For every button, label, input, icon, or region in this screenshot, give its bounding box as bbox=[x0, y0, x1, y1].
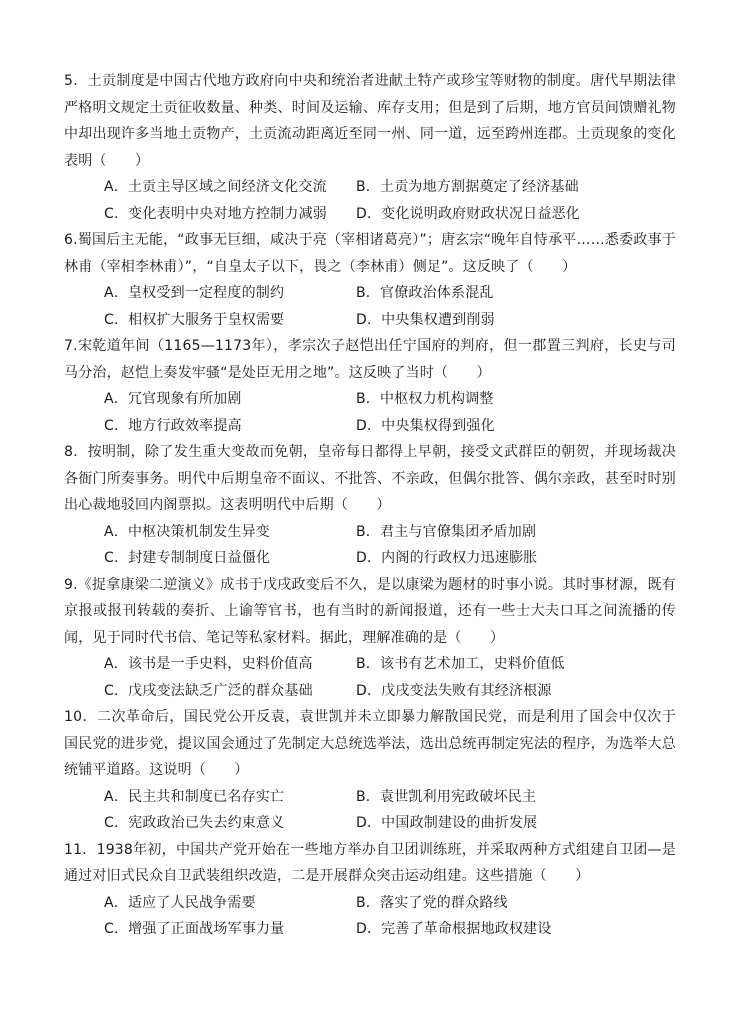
question-5 bbox=[64, 68, 676, 227]
question-stem: 10．二次革命后，国民党公开反袁，袁世凯并未立即暴力解散国民党，而是利用了国会中仅次于国民党的进步党，提议国会通过了先制定大总统选举法，选出总统再制定宪法的程序，为选举大总统铺平道路。这说明（ ） bbox=[64, 709, 676, 778]
option-c[interactable]: C．增强了正面战场军事力量 bbox=[104, 921, 285, 937]
option-list bbox=[64, 174, 676, 227]
question-stem: 6.蜀国后主无能，“政事无巨细，咸决于亮（宰相诸葛亮）”；唐玄宗“晚年自恃承平……悉委政事于林甫（宰相李林甫）”，“自皇太子以下，畏之（李林甫）侧足”。这反映了（ ） bbox=[64, 232, 676, 275]
option-c[interactable]: C．地方行政效率提高 bbox=[104, 417, 242, 434]
option-b[interactable]: B．袁世凯利用宪政破坏民主 bbox=[356, 788, 537, 805]
option-list bbox=[64, 784, 676, 837]
option-a[interactable]: A．土贡主导区域之间经济文化交流 bbox=[104, 179, 327, 195]
option-b[interactable]: B．中枢权力机构调整 bbox=[356, 391, 494, 407]
option-c[interactable]: C．封建专制制度日益僵化 bbox=[104, 550, 271, 566]
question-11 bbox=[64, 837, 676, 943]
option-a[interactable]: A．适应了人民战争需要 bbox=[104, 894, 256, 911]
question-stem: 8．按明制，除了发生重大变故而免朝，皇帝每日都得上早朝，接受文武群臣的朝贺，并现场裁决各衙门所奏事务。明代中后期皇帝不面议、不批答、不亲政，但偶尔批答、偶尔亲政，甚至时时别出心裁地驳回内阁票拟。这表明明代中后期（ ） bbox=[64, 444, 676, 513]
question-stem: 7.宋乾道年间（1165—1173年），孝宗次子赵恺出任宁国府的判府，但一郡置三判府，长史与司马分治，赵恺上奏发牢骚“是处臣无用之地”。这反映了当时（ ） bbox=[64, 338, 676, 381]
question-7 bbox=[64, 333, 676, 439]
option-b[interactable]: B．该书有艺术加工，史料价值低 bbox=[356, 656, 565, 672]
option-d[interactable]: D．内阁的行政权力迅速膨胀 bbox=[356, 550, 538, 566]
question-10 bbox=[64, 704, 676, 837]
option-a[interactable]: A．该书是一手史料，史料价值高 bbox=[104, 656, 313, 672]
question-stem: 9.《捉拿康梁二逆演义》成书于戊戌政变后不久，是以康梁为题材的时事小说。其时事材源，既有京报或报刊转载的奏折、上谕等官书，也有当时的新闻报道，还有一些士大夫口耳之间流播的传闻，见于同时代书信、笔记等私家材料。据此，理解准确的是（ ） bbox=[64, 576, 676, 646]
option-a[interactable]: A．冗官现象有所加剧 bbox=[104, 391, 242, 407]
option-list bbox=[64, 519, 676, 572]
option-b[interactable]: B．落实了党的群众路线 bbox=[356, 894, 508, 911]
option-list bbox=[64, 651, 676, 704]
option-c[interactable]: C．相权扩大服务于皇权需要 bbox=[104, 311, 285, 328]
option-b[interactable]: B．官僚政治体系混乱 bbox=[356, 285, 494, 301]
option-d[interactable]: D．中央集权得到强化 bbox=[356, 417, 495, 434]
option-d[interactable]: D．戊戌变法失败有其经济根源 bbox=[356, 682, 552, 699]
option-c[interactable]: C．戊戌变法缺乏广泛的群众基础 bbox=[104, 682, 313, 699]
option-a[interactable]: A．皇权受到一定程度的制约 bbox=[104, 285, 285, 301]
option-b[interactable]: B．土贡为地方割据奠定了经济基础 bbox=[356, 179, 579, 195]
exam-page bbox=[64, 68, 676, 943]
option-c[interactable]: C．宪政政治已失去约束意义 bbox=[104, 815, 285, 831]
option-list bbox=[64, 890, 676, 943]
question-9 bbox=[64, 572, 676, 705]
question-6 bbox=[64, 227, 676, 333]
option-c[interactable]: C．变化表明中央对地方控制力减弱 bbox=[104, 205, 327, 222]
option-a[interactable]: A．民主共和制度已名存实亡 bbox=[104, 788, 285, 805]
option-d[interactable]: D．中国政制建设的曲折发展 bbox=[356, 815, 538, 831]
option-d[interactable]: D．变化说明政府财政状况日益恶化 bbox=[356, 205, 580, 222]
question-stem: 5．土贡制度是中国古代地方政府向中央和统治者进献土特产或珍宝等财物的制度。唐代早期法律严格明文规定土贡征收数量、种类、时间及运输、库存支用；但是到了后期，地方官员间馈赠礼物中却出现许多当地土贡物产，土贡流动距离近至同一州、同一道，远至跨州连郡。土贡现象的变化表明（ ） bbox=[64, 73, 676, 169]
option-list bbox=[64, 280, 676, 333]
option-list bbox=[64, 386, 676, 439]
question-stem: 11．1938年初，中国共产党开始在一些地方举办自卫团训练班，并采取两种方式组建自卫团—是通过对旧式民众自卫武装组织改造，二是开展群众突击运动组建。这些措施（ ） bbox=[64, 841, 676, 884]
option-b[interactable]: B．君主与官僚集团矛盾加剧 bbox=[356, 523, 537, 540]
question-8 bbox=[64, 439, 676, 572]
option-d[interactable]: D．完善了革命根据地政权建设 bbox=[356, 921, 552, 937]
option-d[interactable]: D．中央集权遭到削弱 bbox=[356, 311, 495, 328]
option-a[interactable]: A．中枢决策机制发生异变 bbox=[104, 523, 270, 540]
